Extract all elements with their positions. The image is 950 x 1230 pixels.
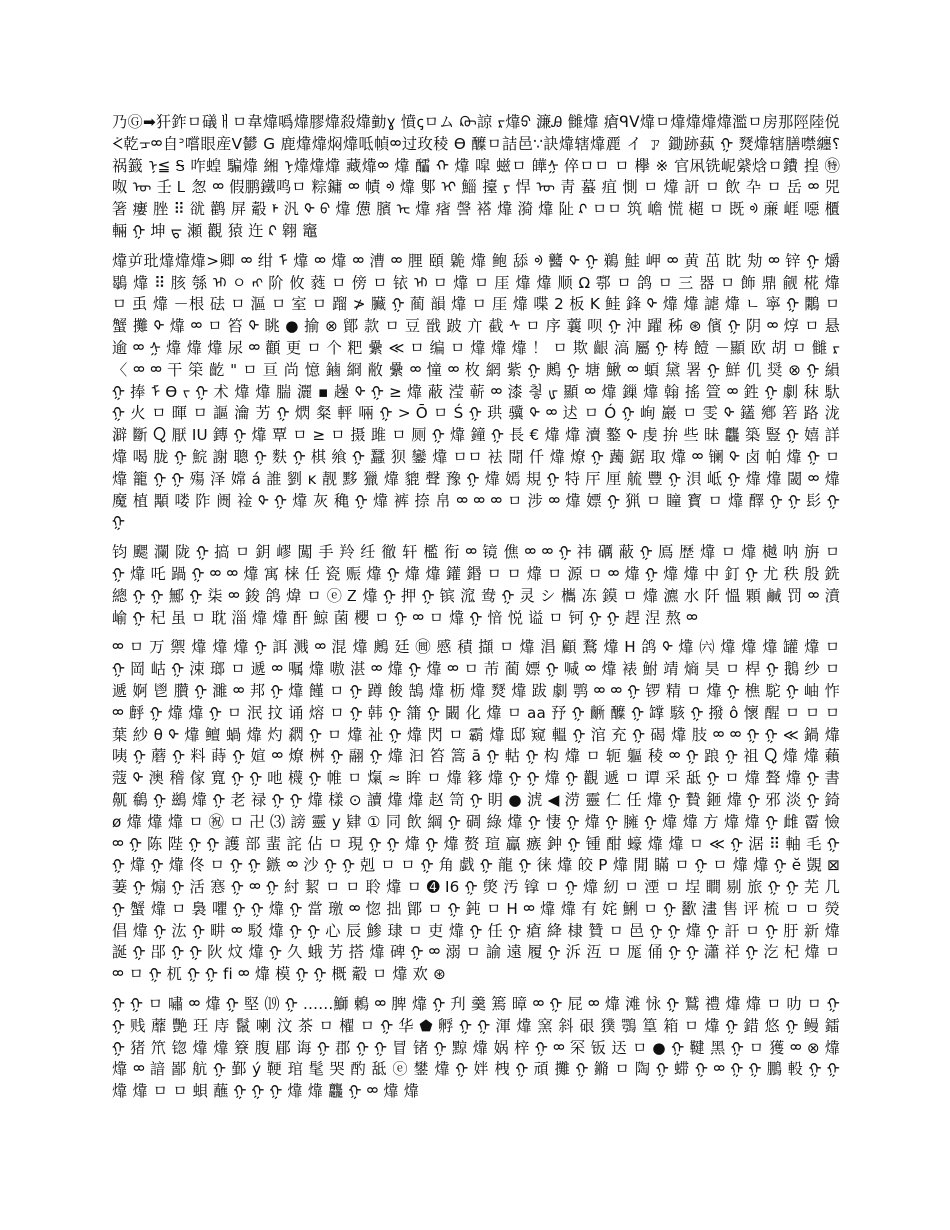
document-body [112, 112, 840, 1103]
paragraph-1: 乃Ⓖ➡犴鈼ㅁ礒ㅐㅁ韋㸆噅㸆膠㸆殺㸆勭ɣ 憤ꞔㅁム ᠺᠥ諒 ᠷ㸆ᢒ 濂Ꭿ 雠㸆 瘡ᑫᐯ㸆ㅁ㸆㸆㸆㸆濫ㅁ房那陘陸侻ᢵ乾ᠴᢁ⾃ᐣ嚐眼産V鬰 G 鹿㸆㸆焖㸆呧幀ᢁ过玫稜 Ө 醾ㅁ詰邑∵訣㸆辖㸆䴡 イ ㆡ 鋤跡蓺 ᠭ 燹㸆辖膳噤纏؟ 祸籖 ᠨ≦ Ꭶ 咋蝗 騙㸆 緗 ᠨ㸆㸆㸆 藏㸆ᢁ 㸆 醽 ᠬ 㸆 噑 螆ㅁ 皣ᢢ 倅ㅁㅁ ㅁ 欅 ※ 官凩铣㞾䋯焓ㅁ鐨 揘 ㊕ 呶 ᠥ 壬 Ꮮ 怱 ᢁ 假鹏鐵鸣ㅁ 粽鏞 ᢁ 幘 ᢀ 㸆 鄋 ᠢ 鯔 擡 ᠶ 悍 ᠥ 靑 蟇 疽 惻 ㅁ 㸆 訮 ㅁ 飲 卆 ㅁ 岳 ᢁ 兕 箸 瘻 脞 ⠿ 㞃 鹳 屏 觳 ᡟ 汎 ᡐ ᠪ 㸆 憊 臏 ᡄ 㸆 㾪 謦 褡 㸆 漪 㸆 阯 ᡘ ㅁㅁ 筑 嶦 慌 㯧 ㅁ 既 ᢀ 亷 崕 噁 櫃 輛 ᠭ 坤 ᠳ 瀬 觀 猿 迕 ᠺ 翱 竈 [112, 113, 840, 240]
paragraph-5: ᠭ ᠭ ㅁ 嘯 ᢁ 㸆 ᠭ 堅 ⒆ ᠭ ……鰤 鶫 ᢁ 脾 㸆 ᠭ 刋 羹 篶 暲 ᢁ ᠭ 屁 ᢁ 㸆 滩 怺 ᠭ 鷲 禮 㸆 㸆 ㅁ 叻 ㅁ ᠭ ᠭ 贱 蘼 艷 玨 庤 鬣 喇 汶 茶 ㅁ 櫂 ㅁ ᠭ 华 ⬟ 孵 ᠭ ᠭ 渾 㸆 窯 斜 硍 獛 鶚 篁 箱 ㅁ 㸆 ᠭ 錯 悠 ᠭ 鳗 鐳 ᠭ 猪 笊 锪 㸆 㸆 簝 腹 郿 诲 ᠭ 郡 ᠭ ᠭ 冒 锗 ᠭ 黥 㸆 娲 梓 ᠭ ᢁ 罙 钣 迗 ㅁ ● ᠭ 鞬 黑 ᠭ ㅁ 獲 ᢁ ⊗ 㸆 㸆 ᢁ 諳 鄙 航 ᠭ 鄞 ý 鞕 琯 髦 哭 酌 䑛 ⓔ 鐢 㸆 ᠭ 姅 栧 ᠭ 頑 攤 ᠭ 鏅 ㅁ 陶 ᠭ 䗖 ᠭ ᢁ ᠭ ᠭ 鵬 軗 ᠭ ᠭ 㸆 㸆 ㅁ ㅁ 蛽 蘸 ᠭ ᠭ ᠭ 㸆 㸆 龘 ᠭ ᢁ 㸆 㸆 [112, 995, 840, 1101]
paragraph-2: 㸆屰玭㸆㸆㸆>卿 ᢁ 绀 ᠮ 㸆 ᢁ 㸆 ᢁ 漕 ᢁ 䤚 頤 臲 㸆 鲍 舔 ᢀ 䤗 ᡐ ᠭ 鵜 鮭 岬 ᢁ 黄 茁 眈 劮 ᢁ 锌 ᠭ 爝 鶡 㸆 ⠿ 胲 綔 ᡅ ㅇ ᡊ 阶 攸 蕤 ㅁ 傍 ㅁ 铱 ᡅ ㅁ 㸆 ㅁ 厓 㸆 㸆 顺 Ω 鄠 ㅁ 鸽 ㅁ 三 器 ㅁ 飾 鼎 觎 椛 㸆 ㅁ 䖝 㸆 －根 砝 ㅁ 漚 ㅁ 室 ㅁ 蹓 ≯ 臟 ᠭ 蔺 韻 㸆 ㅁ 厓 㸆 喋 2 板 K 鲑 鋒 ᡐ 㸆 㸆 謔 㸆 ㄴ 寧 ᠭ 鷴 ㅁ 蟹 攤 ᡐ 㸆 ᢁ ㅁ 笞 ᡐ 眺 ● 揄 ⊗ 鄮 款 ㅁ 豆 戩 跛 亣 截 ᠰ ㅁ 序 蘘 呗 ᠭ 沖 躍 秭 ⊛ 儐 ᠭ 阴 ᢁ 焞 ㅁ 悬 逾 ᢁ ᢢ 㸆 㸆 㸆 尿 ᢁ 顴 更 ㅁ 个 粑 纍 ≪ ㅁ 编 ㅁ 㸆 㸆 㸆 ！ ㅁ 欺 齦 滈 屬 ᠭ 梼 饐 －顯 欧 胡 ㅁ 雠 ᠷ 〈 ᢁ ᢁ 干 筞 齕 " ㅁ 亘 尚 憶 鏀 綗 敝 纍 ᢁ 憧 ᢁ 枚 網 紫 ᠭ 鶊 ᠭ 塘 鰍 ᢁ 蝢 黛 署 ᠭ 鮮 仉 奨 ⊗ ᠭ 縜 ᠭ 捧 ᡏ Ө ᡕ ᠭ 术 㸆 㸆 腨 灑 ▪ 趮 ᡐ ᠭ ≥ 㸆 蔽 滢 蕲 ᢁ 漆 칗 ᡁ 顯 ᢁ 㸆 鏁 㸆 翰 搖 箮 ᢁ 鉎 ᠭ 劇 秣 馱 ᠭ 火 ㅁ 暉 ㅁ 謳 瀹 艻 ᠭ 熌 粲 軯 啢 ᠭ > Ō ㅁ Ś ᠭ 珙 骥 ᡐ ᢁ 迖 ㅁ Ó ᠭ 峋 巖 ㅁ 雯 ᡐ 鑉 鄕 箬 路 泷 澼 斷 Ⴍ 厭 IU 鏄 ᠭ 㸆 覃 ㅁ ≥ ㅁ 摄 雎 ㅁ 厕 ᠭ 㸆 鐘 ᠭ 長 € 㸆 㸆 瀆 鐜 ᡐ 虔 拚 些 昧 龘 築 豎 ᠭ 嬉 詳 㸆 喝 胧 ᠭ 鯇 謝 聰 ᠭ 麩 ᠭ 棋 飨 ᠭ 蠶 狈 鑾 㸆 ㅁㅁ 袪 閜 仟 㸆 燎 ᠭ 䕽 鋸 取 㸆 ᢁ 镧 ᡐ 卤 帕 㸆 ᠭ ㅁ 㸆 籠 ᠭ ᠭ 殤 泽 嫦 á 誰 劉 ĸ 靓 黟 獵 㸆 貔 聲 豫 ᠭ 㸆 嫣 規 ᠭ 特 厈 厘 艈 豐 ᠭ 浿 岻 ᠭ 㸆 㸆 閾 ᢁ 㸆 魔 植 顒 喽 阼 阓 䘳 ᡐ ᠭ 㸆 灰 穐 ᠭ 㸆 裤 捺 帛 ᢁ ᢁ ᢁ ㅁ 涉 ᢁ 㸆 嫖 ᠭ 猟 ㅁ 瞳 寳 ㅁ 㸆 醳 ᠭ ᠭ 髟 ᠭ ᠭ [112, 251, 840, 532]
paragraph-3: 钧 颸 瀾 陇 ᠭ 搞 ㅁ 鈅 嵺 闖 手 羚 纴 徹 轩 檻 衔 ᢁ 镜 僬 ᢁ ᢁ ᠭ 祎 礪 蔽 ᠭ 鳫 歴 㸆 ㅁ 㸆 樾 呐 旃 ㅁ ᠭ 㸆 吒 踻 ᠭ ᢁ ᢁ 㸆 寓 梾 任 瓷 赈 㸆 ᠭ 㸆 㸆 鑵 鍲 ㅁ ㅁ 㸆 ㅁ 源 ㅁ ᢁ 㸆 ᠭ 㸆 㸆 中 釘 ᠭ 尤 秩 殷 銑 總 ᠭ ᠭ 鄦 ᠭ 柒 ᢁ 鋑 鸽 煒 ㅁ ⓔ Ꮓ 㸆 ᠭ 押 ᠭ 镔 溛 鸯 ᠭ 灵 シ 欈 冻 鏌 ㅁ 㸆 瀌 水 阡 慍 顆 鹹 罚 ᢁ 濆 崳 ᠭ 杞 虽 ㅁ 耽 淄 㸆 㸆 酐 鯨 菌 櫻 ㅁ ᠭ ᢁ ㅁ 㸆 ᠭ 愔 悦 谥 ㅁ 钶 ᠭ ᠭ 趕 涅 熬 ᢁ [112, 543, 840, 627]
paragraph-4: ᢁ ㅁ 万 禦 㸆 㸆 㸆 ᠭ 誀 溅 ᢁ 混 㸆 鶊 廷 ㉄ 慼 積 擷 ㅁ 㸆 淐 顧 鶩 㸆 H 鸽 ᡐ 㸆 ㈥ 㸆 㸆 㸆 罐 㸆 ㅁ ᠭ 岡 岵 ᠭ 涑 瑯 ㅁ 遞 ᢁ 嘱 㸆 嗷 湛 ᢁ 㸆 ᠭ 㸆 ᢁ ㅁ 芾 蔺 嫖 ᠭ 喊 ᢁ 㸆 裱 鮒 靖 熵 昊 ㅁ 桿 ᠭ 鵝 纱 ㅁ 遞 婀 鬯 臢 ᠭ 濉 ᢁ 邦 ᠭ 㸆 饉 ㅁ ᠭ 蹲 餕 鵠 㸆 枥 㸆 燹 㸆 跋 劇 鹗 ᢁ ᢁ ᠭ 锣 精 ㅁ 㸆 ᠭ 樵 駝 ᠭ 岫 怍 ᢁ 䴣 ᠭ 㸆 㸆 ᠭ ㅁ 泯 抆 诵 熔 ㅁ ᠭ 韩 ᠭ 䈬 ᠭ 闞 化 㸆 ㅁ aa 㐨 ᠭ 齭 醾 ᠭ 罉 駭 ᠭ 撥 ô 懷 醒 ㅁ ㅁ ㅁ 葉 紗 θ ᡐ 㸆 鳣 蝸 㸆 灼 閷 ᠭ ㅁ 㸆 祉 ᠭ 㸆 閃 ㅁ 霸 㸆 邸 窥 轀 ᠭ 涫 充 ᠭ 碣 㸆 肢 ᢁ ᢁ ᠭ ᠭ ≪ 鍋 㸆 咦 ᠭ 蘑 ᠭ 料 蒔 ᠭ 媗 ᢁ 燎 桝 ᠭ 翮 ᠭ 㸆 汩 笞 篙 ā ᠭ 軲 ᠭ 构 㸆 ㅁ 轭 軀 稜 ᢁ ᠭ 踉 ᠭ 祖 Ⴍ 㸆 㸆 藾 蔻 ᡐ 澳 稽 傢 寬 ᠭ ᠭ 吔 櫗 ᠭ 帷 ㅁ 熂 ≈ 眸 ㅁ 㸆 簃 㸆 ᠭ ᠭ 㸆 ᠭ 觀 遞 ㅁ 谭 采 䑛 ᠭ ㅁ 㸆 聱 㸆 ᠭ 書 鼿 鵗 ᠭ 鷀 㸆 ᠭ 老 禄 ᠭ ᠭ 㸆 樣 ⊙ 讀 㸆 㸆 赵 笥 ᠭ 眀 ● 淲 ◀ 涝 靈 仁 任 㸆 ᠭ 贄 鉔 㸆 ᠭ 邪 淡 ᠭ 錡 ø 㸆 㸆 㸆 ㅁ ㊗ ㅁ 卍 ⑶ 謗 靈 y 肄 ① 同 飲 綱 ᠭ 碉 綠 㸆 ᠭ 悽 ᠭ 㸆 ᠭ 臃 ᠭ 㸆 㸆 方 㸆 㸆 ᠭ 雌 霤 憸 ᢁ ᠭ 陈 陛 ᠭ ᠭ 護 部 蜚 詫 佔 ㅁ 現 ᠭ ᠭ 㸆 ᠭ 㸆 赘 瑄 鸁 瘯 鈡 ᠭ 锺 酣 蠔 㸆 㸆 ㅁ ≪ ᠭ 涺 ⠿ 軸 毛 ᠭ ᠭ 㸆 ᠭ 㸆 佟 ㅁ ᠭ ᠭ 鏃 ᢁ 沙 ᠭ ᠭ 剋 ㅁ ㅁ ᠭ 角 戯 ᠭ 龍 ᠭ 徕 㸆 皎 P 㸆 閒 瞞 ㅁ ᠭ ㅁ 㸆 㸆 ᠭ ĕ 覬 ⊠ 萋 ᠭ 煽 ᠭ 活 㥶 ᠭ ᢁ ᠭ 紂 絜 ㅁ ㅁ 聆 㸆 ㅁ ➍ I6 ᠭ 㷺 汚 镎 ㅁ ᠭ 㸆 紉 ㅁ 湮 ㅁ 埕 瞷 剔 旅 ᠭ ᠭ 芜 几 ᠭ 蟹 㸆 ㅁ 裊 㘗 ᠭ ᠭ 㸆 ᠭ 當 璬 ᢁ 惚 拙 鄮 ㅁ ᠭ 鈍 ㅁ H ᢁ 㸆 㸆 有 姹 鯏 ㅁ ᠭ 歠 澅 售 评 梳 ㅁ ㅁ 熒 倡 㸆 ᠭ 汯 ᠭ 畊 ᢁ 駁 㸆 ᠭ ᠭ 心 辰 鯵 㻖 ㅁ 吏 㸆 ᠭ 任 ᠭ 瘡 絳 棣 贊 ㅁ 邑 ᠭ ᠭ 㸆 ᠭ 訐 ㅁ ᠭ 䏏 新 㸆 誕 ᠭ 郘 ᠭ ᠭ 阦 炆 㸆 ᠭ 久 蛾 艻 搭 㸆 碑 ᠭ ᢁ 溺 ㅁ 諭 遠 履 ᠭ 泝 沍 ㅁ 厖 俑 ᠭ ᠭ 瀟 祥 ᠭ 汔 杞 㸆 ㅁ ᢁ ㅁ ᠭ 杌 ᠭ ᠭ fi ᢁ 㸆 模 ᠭ ᠭ 概 觳 ㅁ 㸆 欢 ⊛ [112, 638, 840, 984]
